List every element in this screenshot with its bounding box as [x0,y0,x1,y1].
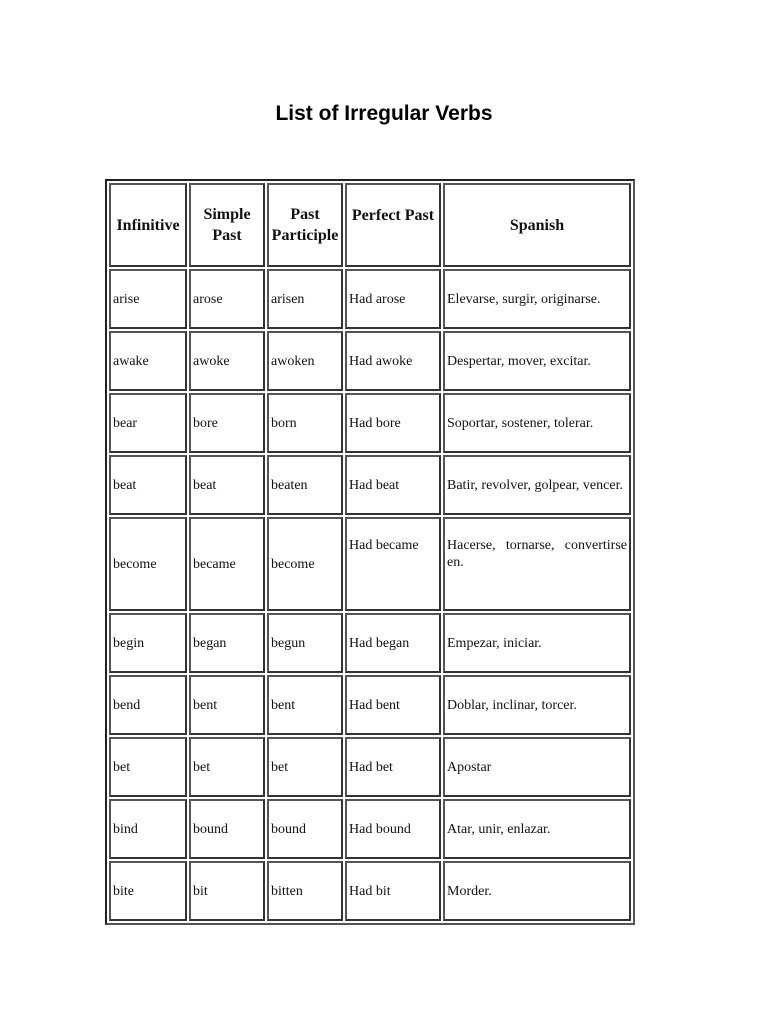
table-row [109,517,631,611]
cell-past-participle: begun [267,613,343,673]
cell-simple-past: bent [189,675,265,735]
table-row [109,331,631,391]
cell-simple-past: became [189,517,265,611]
cell-infinitive: become [109,517,187,611]
cell-infinitive: bet [109,737,187,797]
cell-simple-past: bound [189,799,265,859]
cell-simple-past: awoke [189,331,265,391]
cell-infinitive: bite [109,861,187,921]
cell-spanish: Doblar, inclinar, torcer. [443,675,631,735]
cell-perfect-past: Had awoke [345,331,441,391]
table-row [109,737,631,797]
cell-infinitive: bend [109,675,187,735]
table-row [109,799,631,859]
header-infinitive: Infinitive [109,183,187,267]
table-row [109,269,631,329]
cell-spanish: Soportar, sostener, tolerar. [443,393,631,453]
table-header-row [109,183,631,267]
cell-past-participle: awoken [267,331,343,391]
cell-perfect-past: Had began [345,613,441,673]
cell-perfect-past: Had bent [345,675,441,735]
table-row [109,675,631,735]
irregular-verbs-table [105,179,635,925]
cell-past-participle: bound [267,799,343,859]
cell-past-participle: become [267,517,343,611]
cell-past-participle: bet [267,737,343,797]
cell-spanish: Batir, revolver, golpear, vencer. [443,455,631,515]
cell-perfect-past: Had bet [345,737,441,797]
cell-simple-past: beat [189,455,265,515]
cell-simple-past: bet [189,737,265,797]
cell-infinitive: arise [109,269,187,329]
cell-infinitive: awake [109,331,187,391]
cell-perfect-past: Had beat [345,455,441,515]
cell-past-participle: bent [267,675,343,735]
cell-perfect-past: Had bound [345,799,441,859]
cell-spanish: Atar, unir, enlazar. [443,799,631,859]
cell-infinitive: beat [109,455,187,515]
table-row [109,613,631,673]
header-simple-past: Simple Past [189,183,265,267]
cell-spanish: Hacerse, tornarse, convertirse en. [443,517,631,611]
cell-infinitive: begin [109,613,187,673]
cell-past-participle: beaten [267,455,343,515]
table-row [109,861,631,921]
cell-perfect-past: Had bit [345,861,441,921]
table-row [109,393,631,453]
cell-infinitive: bind [109,799,187,859]
cell-perfect-past: Had became [345,517,441,611]
cell-simple-past: bit [189,861,265,921]
cell-past-participle: arisen [267,269,343,329]
cell-simple-past: bore [189,393,265,453]
cell-spanish: Elevarse, surgir, originarse. [443,269,631,329]
cell-simple-past: arose [189,269,265,329]
table-row [109,455,631,515]
header-perfect-past: Perfect Past [345,183,441,267]
cell-simple-past: began [189,613,265,673]
cell-past-participle: born [267,393,343,453]
cell-past-participle: bitten [267,861,343,921]
cell-perfect-past: Had bore [345,393,441,453]
cell-spanish: Empezar, iniciar. [443,613,631,673]
cell-spanish: Despertar, mover, excitar. [443,331,631,391]
header-spanish: Spanish [443,183,631,267]
cell-perfect-past: Had arose [345,269,441,329]
cell-spanish: Apostar [443,737,631,797]
cell-spanish: Morder. [443,861,631,921]
cell-infinitive: bear [109,393,187,453]
header-past-participle: Past Participle [267,183,343,267]
page-title: List of Irregular Verbs [275,102,493,125]
